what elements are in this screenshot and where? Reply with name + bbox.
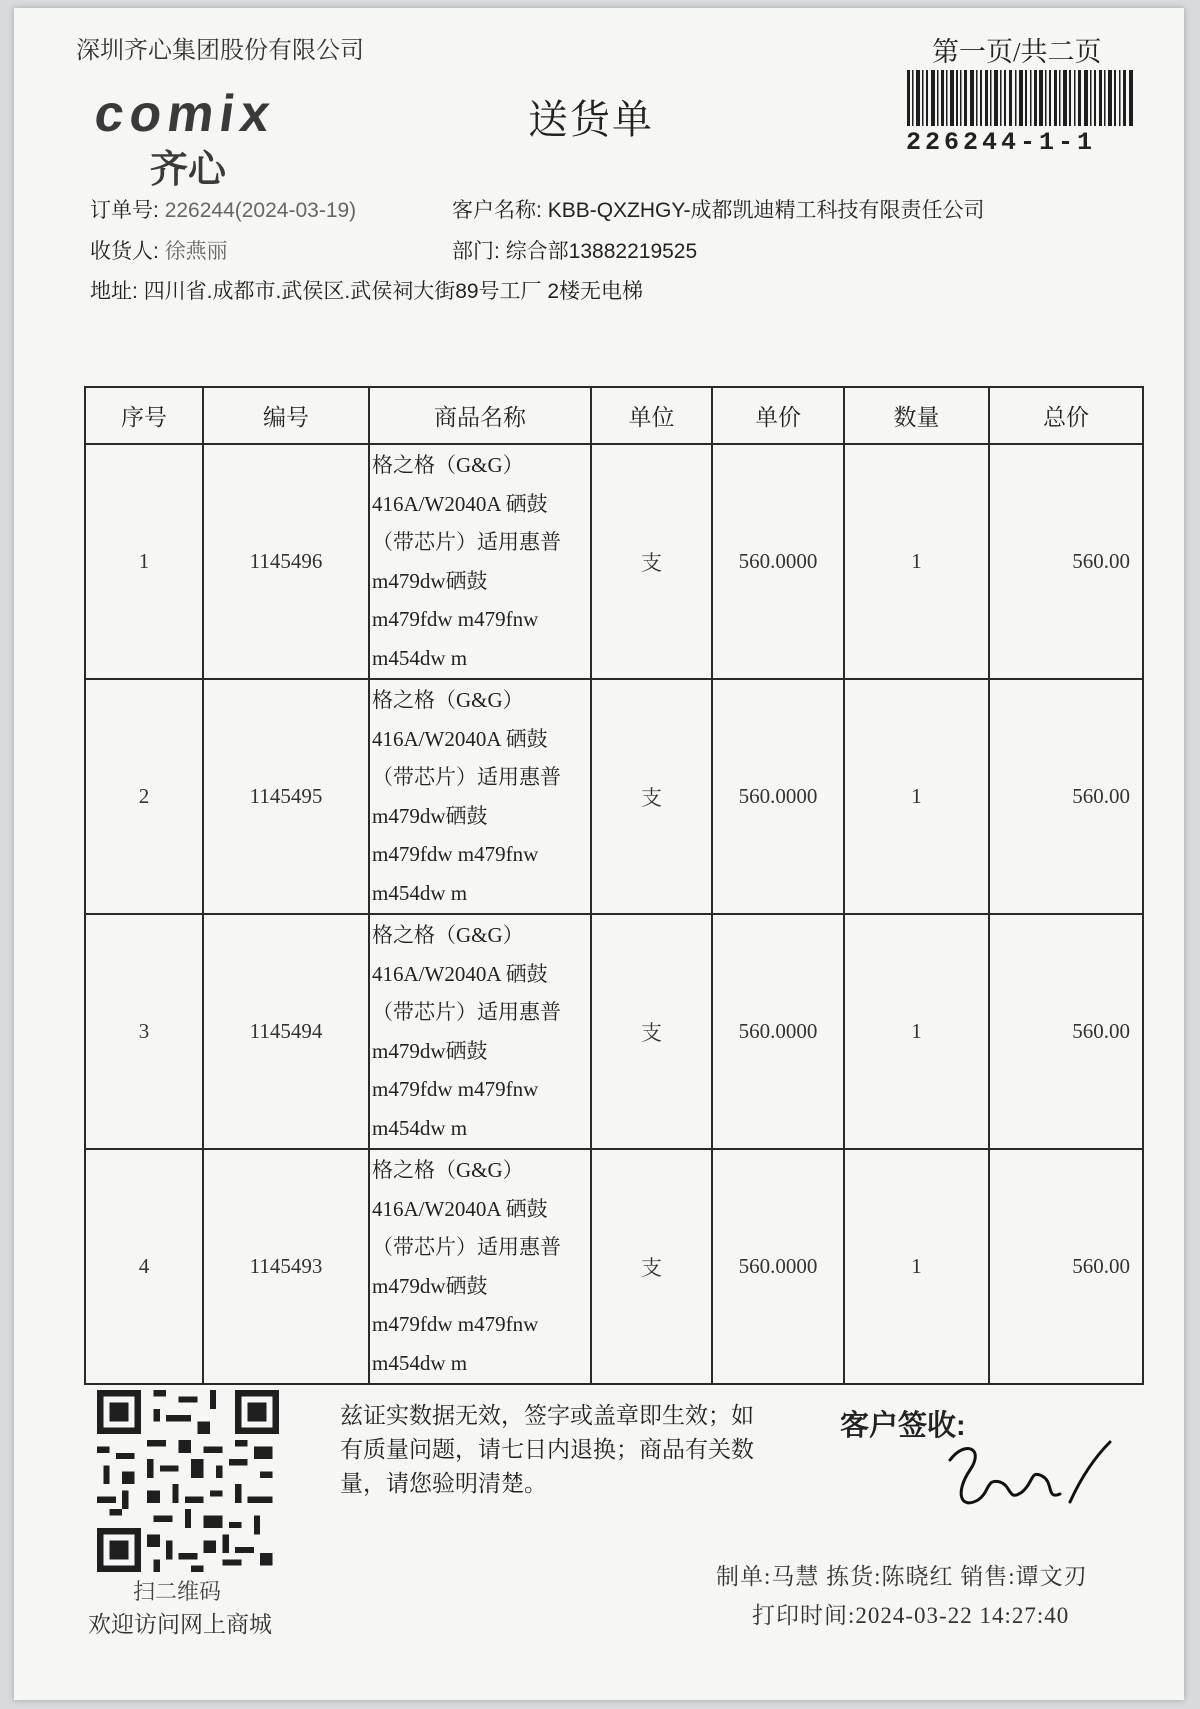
row-unit-price: 560.0000 [712,444,844,679]
table-row [85,914,1143,1149]
product-name-line: 格之格（G&G） [372,923,524,947]
column-header: 序号 [85,387,203,444]
row-seq: 4 [85,1149,203,1384]
row-seq: 2 [85,679,203,914]
product-name-line: （带芯片）适用惠普 [372,530,561,554]
product-name-line: m479fdw m479fnw [372,842,539,866]
product-name-line: （带芯片）适用惠普 [372,765,561,789]
table-row [85,679,1143,914]
department-value: 综合部13882219525 [505,240,698,263]
product-name-line: 416A/W2040A 硒鼓 [372,491,548,516]
product-name-line: 416A/W2040A 硒鼓 [372,961,548,986]
row-quantity: 1 [844,914,989,1149]
row-unit: 支 [591,1149,712,1384]
customer-value: KBB-QXZHGY-成都凯迪精工科技有限责任公司 [547,199,985,222]
row-seq: 3 [85,914,203,1149]
row-product-name [369,679,591,914]
row-product-name [369,1149,591,1384]
qr-caption-scan: 扫二维码 [133,1579,222,1604]
table-row [85,1149,1143,1384]
company-name: 深圳齐心集团股份有限公司 [76,38,364,64]
row-quantity: 1 [844,444,989,679]
product-name-line: m479dw硒鼓 [372,568,488,593]
customer-line [452,194,984,224]
table-header-row [85,387,1143,444]
receiver-line [90,235,228,265]
column-header: 商品名称 [369,387,591,444]
row-total: 560.00 [989,444,1143,679]
department-label: 部门: [452,240,500,263]
table-row [85,444,1143,679]
handwritten-signature [930,1430,1130,1520]
address-line [90,275,643,305]
product-name-line: m479dw硒鼓 [372,1038,488,1063]
customer-label: 客户名称: [452,199,542,222]
row-code: 1145495 [203,679,369,914]
staff-line: 制单:马慧 拣货:陈晓红 销售:谭文刃 [716,1564,1088,1589]
product-name-line: m454dw m [372,880,468,905]
product-name-line: （带芯片）适用惠普 [372,1235,561,1259]
row-code: 1145496 [203,444,369,679]
row-seq: 1 [85,444,203,679]
product-name-line: 416A/W2040A 硒鼓 [372,726,548,751]
company-logo-cn: 齐心 [150,149,227,191]
row-code: 1145493 [203,1149,369,1384]
receiver-label: 收货人: [90,240,159,263]
company-logo: comix [90,85,280,143]
row-unit-price: 560.0000 [712,1149,844,1384]
product-name-line: m454dw m [372,1350,468,1375]
qr-code-icon [97,1390,279,1572]
address-label: 地址: [90,280,138,303]
row-quantity: 1 [844,679,989,914]
column-header: 总价 [989,387,1143,444]
column-header: 数量 [844,387,989,444]
product-name-line: m479fdw m479fnw [372,1077,539,1101]
order-number-line [90,194,356,224]
document-title: 送货单 [528,98,654,142]
product-name-line: m454dw m [372,645,468,670]
row-total: 560.00 [989,679,1143,914]
product-name-line: （带芯片）适用惠普 [372,1000,561,1024]
row-unit: 支 [591,679,712,914]
product-name-line: m479dw硒鼓 [372,803,488,828]
department-line [452,235,697,265]
order-number-label: 订单号: [90,199,159,222]
row-code: 1145494 [203,914,369,1149]
row-total: 560.00 [989,1149,1143,1384]
barcode-number: 226244-1-1 [906,128,1097,157]
row-unit-price: 560.0000 [712,914,844,1149]
qr-caption-welcome: 欢迎访问网上商城 [88,1612,272,1637]
print-time: 打印时间:2024-03-22 14:27:40 [752,1603,1070,1628]
row-quantity: 1 [844,1149,989,1384]
row-unit: 支 [591,444,712,679]
product-name-line: 416A/W2040A 硒鼓 [372,1196,548,1221]
product-name-line: m479dw硒鼓 [372,1273,488,1298]
address-value: 四川省.成都市.武侯区.武侯祠大街89号工厂 2楼无电梯 [143,280,644,303]
column-header: 单价 [712,387,844,444]
page-indicator: 第一页/共二页 [932,37,1102,67]
product-name-line: m479fdw m479fnw [372,607,539,631]
terms-notice: 兹证实数据无效，签字或盖章即生效；如有质量问题，请七日内退换；商品有关数量，请您验明清楚。 [340,1402,754,1496]
row-product-name [369,914,591,1149]
product-name-line: 格之格（G&G） [372,1158,524,1182]
order-number-value: 226244(2024-03-19) [164,199,357,222]
column-header: 单位 [591,387,712,444]
product-name-line: m479fdw m479fnw [372,1312,539,1336]
row-unit: 支 [591,914,712,1149]
product-name-line: m454dw m [372,1115,468,1140]
column-header: 编号 [203,387,369,444]
row-product-name [369,444,591,679]
product-name-line: 格之格（G&G） [372,453,524,477]
barcode-icon [907,70,1133,126]
row-total: 560.00 [989,914,1143,1149]
product-name-line: 格之格（G&G） [372,688,524,712]
receiver-value: 徐燕丽 [164,240,228,263]
goods-table [84,386,1144,1385]
row-unit-price: 560.0000 [712,679,844,914]
customer-signature-label: 客户签收: [840,1410,966,1442]
